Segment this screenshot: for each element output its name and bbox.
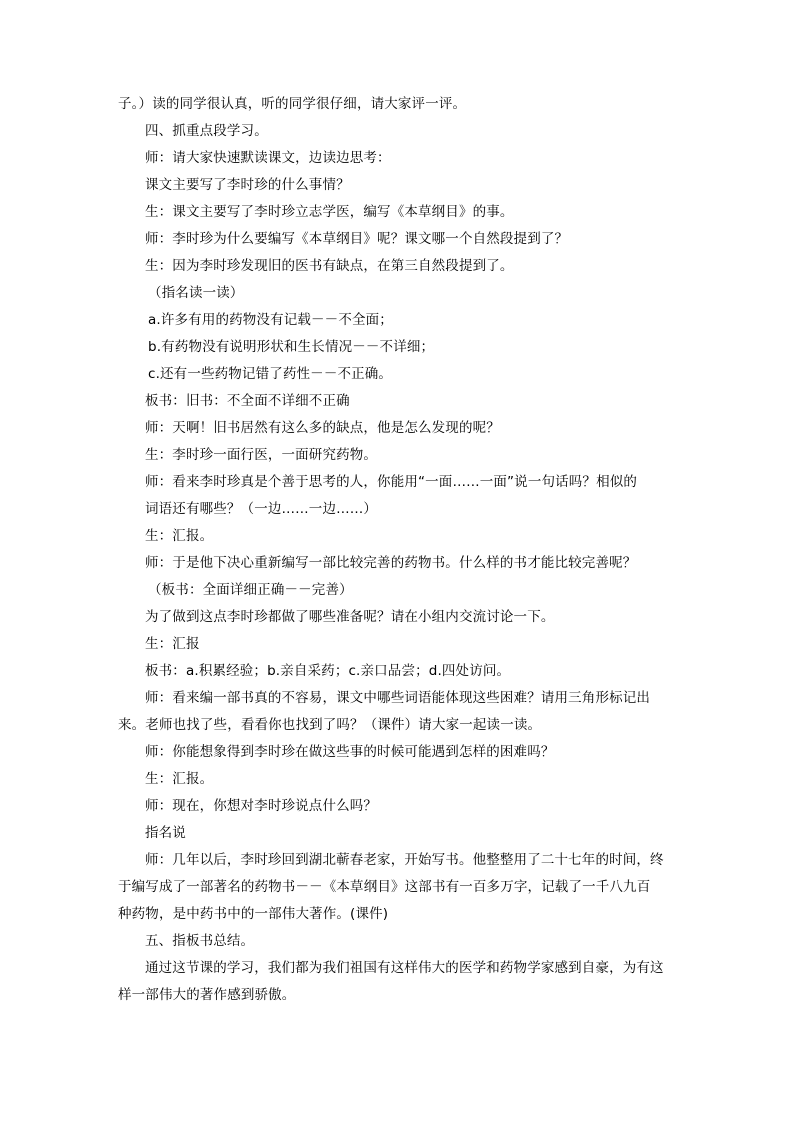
text-line: 生：因为李时珍发现旧的医书有缺点，在第三自然段提到了。: [145, 258, 514, 274]
text-line: 师：于是他下决心重新编写一部比较完善的药物书。什么样的书才能比较完善呢？: [145, 555, 637, 571]
text-line: 课文主要写了李时珍的什么事情？: [145, 177, 350, 193]
text-line: 词语还有哪些？（一边……一边……）: [145, 501, 378, 517]
text-line: 师：现在，你想对李时珍说点什么吗？: [145, 798, 378, 814]
text-line: 生：汇报。: [145, 528, 214, 544]
section-heading: 五、指板书总结。: [145, 933, 255, 949]
text-line: 子。）读的同学很认真，听的同学很仔细，请大家评一评。: [118, 96, 467, 112]
text-line: 师：李时珍为什么要编写《本草纲目》呢？课文哪一个自然段提到了？: [145, 231, 569, 247]
text-line: 板书：旧书：不全面不详细不正确: [145, 393, 350, 409]
text-line: a.许多有用的药物没有记载－－不全面；: [148, 312, 393, 328]
text-line: 师：请大家快速默读课文，边读边思考：: [145, 150, 391, 166]
text-line: 师：看来李时珍真是个善于思考的人，你能用“一面……一面”说一句话吗？相似的: [145, 474, 638, 490]
text-line: 为了做到这点李时珍都做了哪些准备呢？请在小组内交流讨论一下。: [145, 609, 555, 625]
text-line: 生：课文主要写了李时珍立志学医，编写《本草纲目》的事。: [145, 204, 514, 220]
text-line: 师：天啊！旧书居然有这么多的缺点，他是怎么发现的呢？: [145, 420, 500, 436]
text-line: 师：你能想象得到李时珍在做这些事的时候可能遇到怎样的困难吗？: [145, 744, 555, 760]
text-line: 种药物，是中药书中的一部伟大著作。(课件): [118, 906, 389, 922]
text-line: 师：几年以后，李时珍回到湖北蕲春老家，开始写书。他整整用了二十七年的时间，终: [145, 852, 664, 868]
text-line: c.还有一些药物记错了药性－－不正确。: [148, 366, 393, 382]
text-line: 师：看来编一部书真的不容易，课文中哪些词语能体现这些困难？请用三角形标记出: [145, 690, 651, 706]
text-line: 于编写成了一部著名的药物书－－《本草纲目》这部书有一百多万字，记载了一千八九百: [118, 879, 651, 895]
section-heading: 四、抓重点段学习。: [145, 123, 268, 139]
text-line: 通过这节课的学习，我们都为我们祖国有这样伟大的医学和药物学家感到自豪，为有这: [145, 960, 664, 976]
text-line: b.有药物没有说明形状和生长情况－－不详细；: [148, 339, 435, 355]
text-line: 样一部伟大的著作感到骄傲。: [118, 987, 296, 1003]
text-line: （板书：全面详细正确－－完善）: [148, 582, 353, 598]
text-line: 板书：a.积累经验；b.亲自采药；c.亲口品尝；d.四处访问。: [145, 663, 511, 679]
text-line: 来。老师也找了些，看看你也找到了吗？（课件）请大家一起读一读。: [118, 717, 542, 733]
text-line: 生：汇报。: [145, 771, 214, 787]
text-line: 生：李时珍一面行医，一面研究药物。: [145, 447, 378, 463]
text-line: （指名读一读）: [148, 285, 244, 301]
text-line: 指名说: [145, 825, 186, 841]
text-line: 生：汇报: [145, 636, 200, 652]
